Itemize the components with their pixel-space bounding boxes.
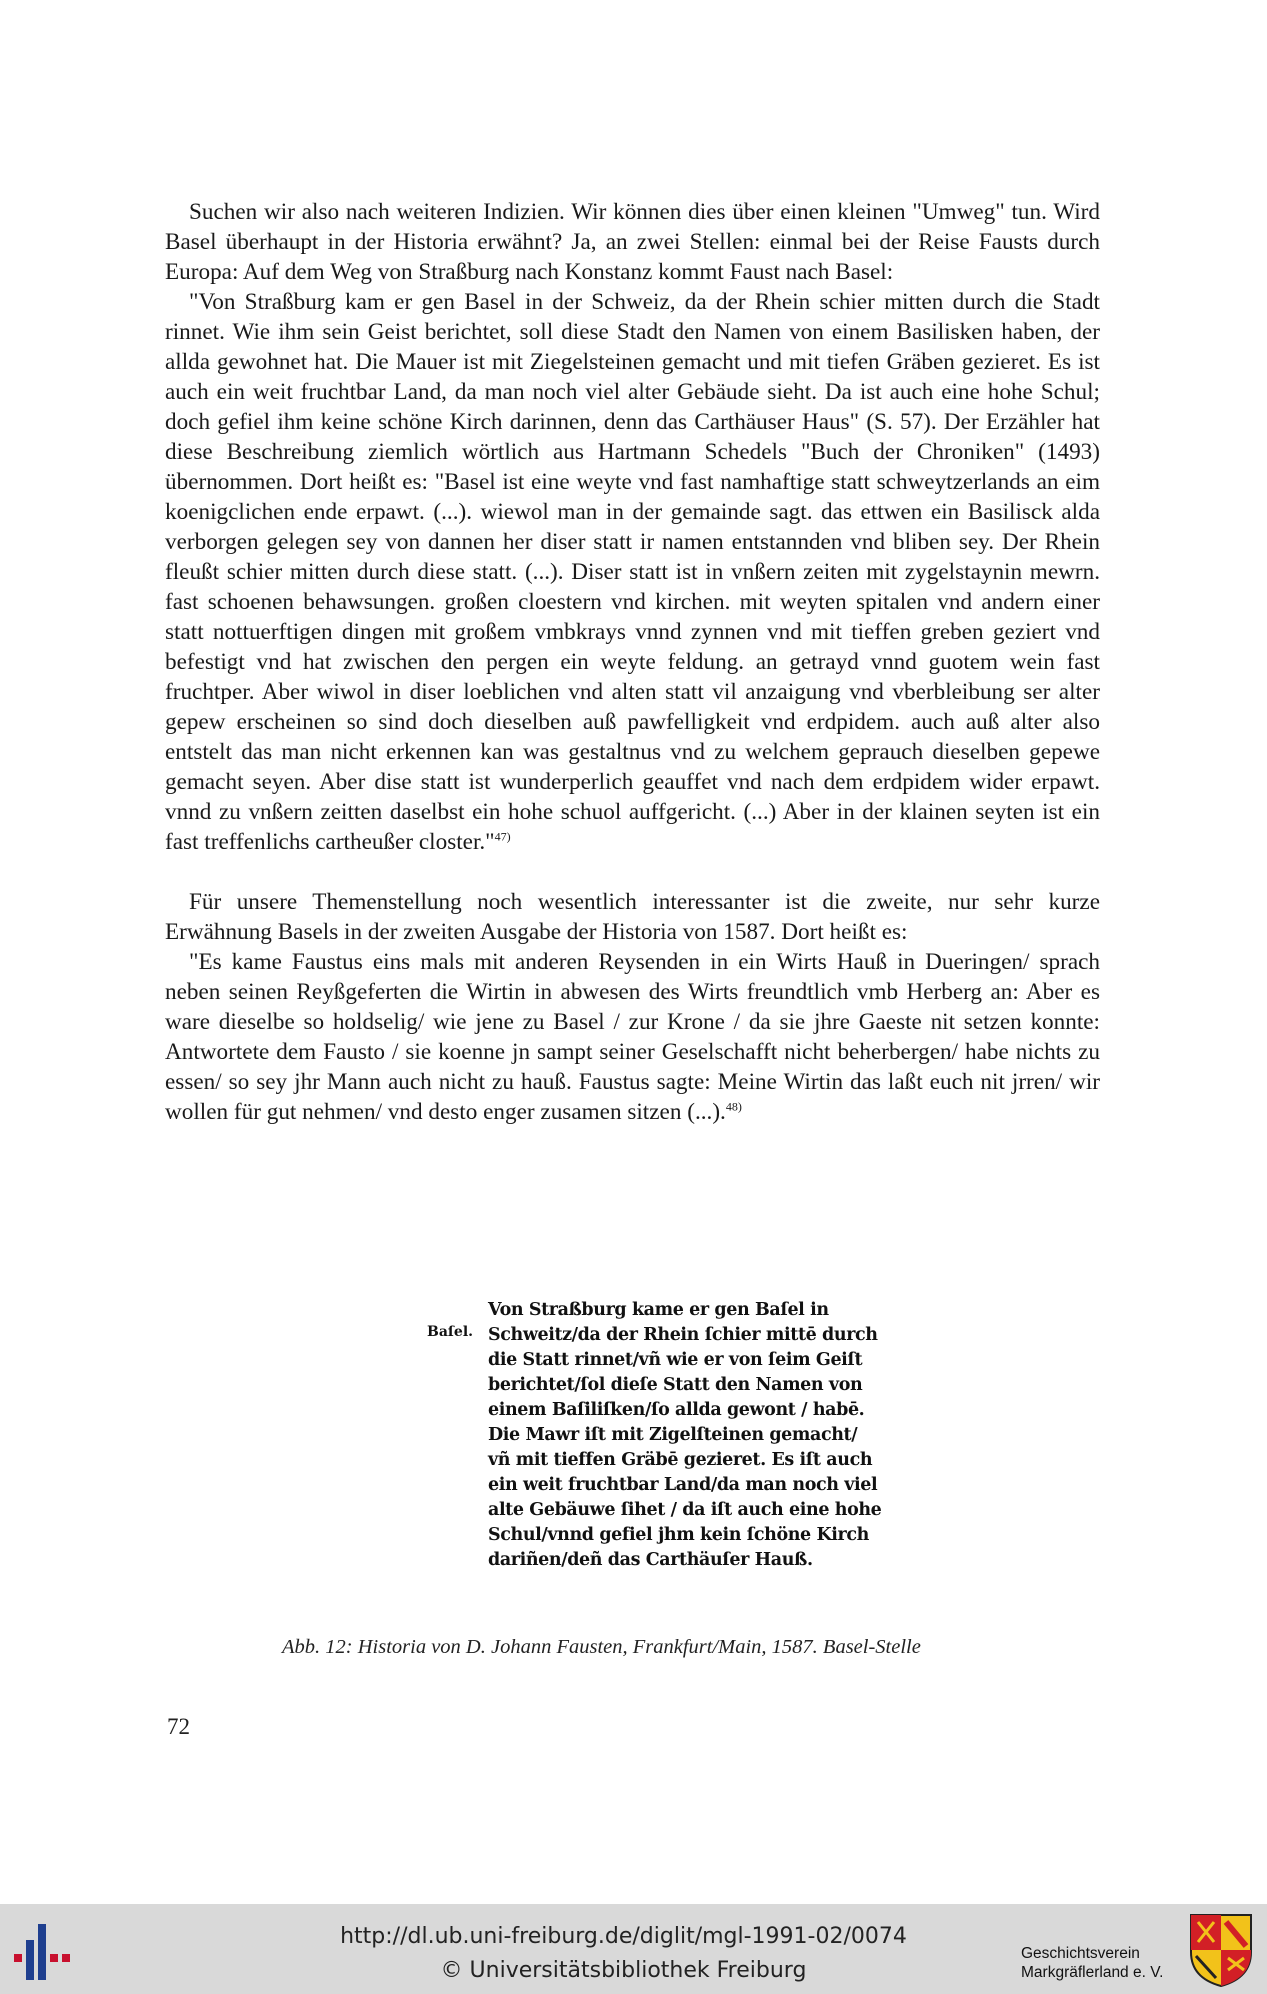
permalink-url[interactable]: http://dl.ub.uni-freiburg.de/diglit/mgl-1991-02/0074: [340, 1924, 907, 1949]
paragraph-quote-2: "Es kame Faustus eins mals mit anderen Reysenden in ein Wirts Hauß in Dueringen/ sprach neben seinen Reyßgeferten die Wirtin in abwesen des Wirts freundtlich vmb Herberg an: Aber es ware dieselbe so holdselig/ wie jene zu Basel / zur Krone / da sie jhre Gaeste nit setzen konnte: Antwortete dem Fausto / sie koenne jn sampt seiner Geselschafft nicht beherbergen/ habe nichts zu essen/ so sey jhr Mann auch nicht zu hauß. Faustus sagte: Meine Wirtin das laßt euch nit jrren/ wir wollen für gut nehmen/ vnd desto enger zusamen sitzen (...).$^{48)}$: [165, 949, 1100, 1125]
page-number: 72: [167, 1714, 190, 1739]
paragraph-quote-1: "Von Straßburg kam er gen Basel in der Schweiz, da der Rhein schier mitten durch die Stadt rinnet. Wie ihm sein Geist berichtet, soll diese Stadt den Namen von einem Basilisken haben, der allda gewohnet hat. Die Mauer ist mit Ziegelsteinen gemacht und mit tiefen Gräben gezieret. Es ist auch ein weit fruchtbar Land, da man noch viel alter Gebäude sieht. Da ist auch eine hohe Schul; doch gefiel ihm keine schöne Kirch darinnen, denn das Carthäuser Haus" (S. 57). Der Erzähler hat diese Beschreibung ziemlich wörtlich aus Hartmann Schedels "Buch der Chroniken" (1493) übernommen. Dort heißt es: "Basel ist eine weyte vnd fast namhaftige statt schweytzerlands an eim koenigclichen ende erpawt. (...). wiewol man in der gemainde sagt. das ettwen ein Basilisck alda verborgen gelegen sey von dannen her diser statt ir namen entstannden vnd bliben sey. Der Rhein fleußt schier mitten durch diese statt. (...). Diser statt ist in vnßern zeiten mit zygelstaynin mewrn. fast schoenen behawsungen. großen cloestern vnd kirchen. mit weyten spitalen vnd andern einer statt nottuerftigen dingen mit großem vmbkrays vnnd zynnen vnd mit tieffen greben geziert vnd befestigt vnd hat zwischen den pergen ein weyte feldung. an getrayd vnnd guotem wein fast fruchtper. Aber wiwol in diser loeblichen vnd alten statt vil anzaigung vnd vberbleibung ser alter gepew erscheinen so sind doch dieselben auß pawfelligkeit vnd erdpidem. auch auß alter also entstelt das man nicht erkennen kan was gestaltnus vnd zu welchem geprauch dieselben gepewe gemacht seyen. Aber dise statt ist wunderperlich geauffet vnd nach dem erdpidem wider erpawt. vnnd zu vnßern zeitten daselbst ein hohe schuol auffgericht. (...) Aber in der klainen seyten ist ein fast treffenlichs cartheußer closter."$^{47)}$: [165, 289, 1100, 855]
publisher-line: Geschichtsverein: [1021, 1945, 1140, 1962]
figure-line: Die Mawr iſt mit Zigelſteinen gemacht/: [488, 1425, 858, 1445]
figure-line: dariñen/deñ das Carthäuſer Hauß.: [488, 1550, 813, 1570]
paragraph-second-mention: Für unsere Themenstellung noch wesentlich interessanter ist die zweite, nur sehr kurze Erwähnung Basels in der zweiten Ausgabe der Historia von 1587. Dort heißt es:: [165, 889, 1100, 945]
article-body: [165, 197, 1100, 1127]
figure-margin-note: Baſel.: [427, 1324, 474, 1340]
footnote-mark[interactable]: 48): [725, 1099, 742, 1114]
figure-line: berichtet/ſol dieſe Statt den Namen von: [488, 1375, 863, 1395]
figure-line: vñ mit tieffen Gräbē gezieret. Es iſt auch: [488, 1450, 873, 1470]
coat-of-arms-icon[interactable]: [1188, 1912, 1254, 1988]
figure-line: Schweitz/da der Rhein ſchier mittē durch: [488, 1325, 878, 1345]
historia-excerpt-figure: [424, 1298, 882, 1588]
figure-line: Schul/vnnd gefiel jhm kein ſchöne Kirch: [488, 1525, 869, 1545]
footnote-mark[interactable]: 47): [494, 829, 511, 844]
figure-line: ein weit fruchtbar Land/da man noch viel: [488, 1475, 878, 1495]
publisher-line: Markgräflerland e. V.: [1021, 1964, 1164, 1981]
paragraph-intro: Suchen wir also nach weiteren Indizien. Wir können dies über einen kleinen "Umweg" tun. Wird Basel überhaupt in der Historia erwähnt? Ja, an zwei Stellen: einmal bei der Reise Fausts durch Europa: Auf dem Weg von Straßburg nach Konstanz kommt Faust nach Basel:: [165, 199, 1100, 285]
copyright-notice: © Universitätsbibliothek Freiburg: [440, 1958, 807, 1983]
viewer-footer: [0, 1904, 1267, 1994]
figure-line: einem Baſiliſken/ſo allda gewont / habē.: [488, 1400, 865, 1420]
figure-line: die Statt rinnet/vñ wie er von ſeim Geiſt: [488, 1350, 863, 1370]
figure-line: alte Gebäuwe ſihet / da iſt auch eine hohe: [488, 1500, 882, 1520]
figure-fraktur-text: [488, 1298, 882, 1573]
publisher-name: [1021, 1944, 1163, 1982]
figure-line: Von Straßburg kame er gen Baſel in: [488, 1300, 829, 1320]
figure-caption: Abb. 12: Historia von D. Johann Fausten, Frankfurt/Main, 1587. Basel-Stelle: [282, 1636, 921, 1658]
